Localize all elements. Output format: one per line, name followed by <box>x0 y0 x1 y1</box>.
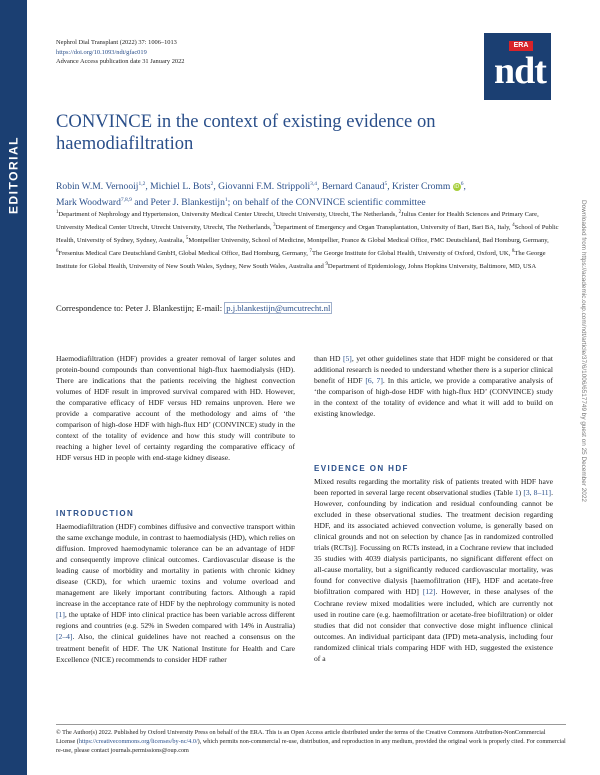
affiliation: Department of Emergency and Organ Transplantation, University of Bari, Bari BA, Italy, <box>275 224 511 232</box>
table-link[interactable]: 1 <box>514 488 519 498</box>
body-text: ) <box>518 488 522 498</box>
author-conjunction: and <box>134 196 149 208</box>
orcid-icon[interactable]: iD <box>454 184 460 191</box>
evidence-body <box>314 476 553 664</box>
body-text: . In this article, we provide a comparative analysis of ‘the comparison of high-dose HDF with high-flux HD’ (CONVINCE) study in the context of the totality of evidence and what it will add to build on existing knowledge. <box>314 376 554 419</box>
author-name: Giovanni F.M. Strippoli <box>218 181 311 193</box>
body-text: . Also, the clinical guidelines have not reached a consensus on the treatment benefit of HDF. The UK National Institute for Health and Care Excellence (NICE) recommends to consider HDF rather <box>56 632 295 664</box>
author-affil-sup: 7,8,9 <box>120 196 132 203</box>
reference-link[interactable]: [5] <box>342 354 352 363</box>
article-title: CONVINCE in the context of existing evidence on haemodiafiltration <box>56 111 436 154</box>
reference-link[interactable]: [1] <box>56 610 65 620</box>
author-affil-sup: 1 <box>224 196 228 203</box>
advance-access-date: Advance Access publication date 31 January 2022 <box>56 58 185 66</box>
author-name: Mark Woodward <box>56 196 121 208</box>
footer-text: ), which permits non-commercial re-use, distribution, and reproduction in any medium, provided the original work is properly cited. For commercial re-use, please contact journals.permissions@oup.com <box>56 738 566 754</box>
abstract <box>56 353 295 463</box>
correspondence-label: Correspondence to: Peter J. Blankestijn; E-mail: <box>56 303 223 313</box>
reference-link[interactable]: [6, 7] <box>365 376 383 386</box>
body-text: Haemodiafiltration (HDF) combines diffusive and convective transport within the same exchange module, in contrast to haemodialysis (HD), which relies on diffusion. Improved haemodynamic tolerance can be an advantage of HDF and consequently improve clinical outcomes. Cardiovascular disease is the leading cause of morbidity and mortality in patients with chronic kidney disease (CKD), for which uraemic toxins and volume overload and management are likely important contributing factors. Although a rapid increase in the acceptance rate of HDF by the nephrology community is noted <box>56 522 295 609</box>
download-watermark: Downloaded from https://academic.oup.com/ndt/article/37/6/1006/6517749 by guest on 25 December 2022 <box>580 200 587 502</box>
affiliations: $^1$Department of Nephrology and Hypertension, University Medical Center Utrecht, Utrecht University, Utrecht, The Netherlands, $^2$Julius Center for Health Sciences and Primary Care, University Medical Center Utrecht, Utrecht University, Utrecht, The Netherlands, $^3$Department of Emergency and Organ Transplantation, University of Bari, Bari BA, Italy, $^4$School of Public Health, University of Sydney, Sydney, Australia, $^5$Montpellier University, School of Medicine, Montpellier, France & Global Medical Office, FMC Deutschland, Bad Homburg, Germany, $^6$Fresenius Medical Care Deutschland GmbH, Global Medical Office, Bad Homburg, Germany, $^7$The George Institute for Global Health, University of Oxford, Oxford, UK, $^8$The George Institute for Global Health, University of New South Wales, Sydney, New South Wales, Australia and $^9$Department of Epidemiology, Johns Hopkins University, Baltimore, MD, USA <box>56 210 559 271</box>
journal-citation: Nephrol Dial Transplant (2022) 37: 1006–1013 <box>56 39 177 46</box>
author-list: Robin W.M. Vernooij$^{1,2}$, Michiel L. Bots$^2$, Giovanni F.M. Strippoli$^{3,4}$, Bernard Canaud$^5$, Krister Cromm $iD^6$, Mark Woodward$^{7,8,9}$ and Peter J. Blankestijn$^1$; on behalf of the CONVINCE scientific committee <box>56 181 466 208</box>
introduction-continued <box>314 353 553 419</box>
author-name: Krister Cromm <box>391 181 451 193</box>
correspondence <box>56 303 332 313</box>
ndt-logo-text: ndt <box>494 50 546 92</box>
section-side-tab <box>0 0 27 775</box>
author-name: Michiel L. Bots <box>150 181 211 193</box>
doi-link[interactable]: https://doi.org/10.1093/ndt/gfac019 <box>56 48 147 56</box>
author-affil-sup: 1,2 <box>138 181 146 187</box>
affiliation: Julius Center for Health Sciences and Primary Care, University Medical Center Utrecht, Utrecht University, Utrecht, The Netherlands, <box>56 211 539 232</box>
author-name: Peter J. Blankestijn <box>150 196 225 208</box>
author-group: ; on behalf of the CONVINCE scientific committee <box>227 196 426 208</box>
body-text: , yet other guidelines state that HDF might be considered or that additional research is needed to understand whether there is a superior clinical benefit of HDF <box>314 354 553 386</box>
copyright-footer <box>56 724 566 755</box>
affiliation: Fresenius Medical Care Deutschland GmbH, Global Medical Office, Bad Homburg, Germany, <box>58 250 308 258</box>
affiliation: Department of Epidemiology, Johns Hopkins University, Baltimore, MD, USA <box>327 263 537 271</box>
affiliation: Montpellier University, School of Medicine, Montpellier, France & Global Medical Office, FMC Deutschland, Bad Homburg, Germany, <box>188 237 549 245</box>
introduction-heading: INTRODUCTION <box>56 509 135 518</box>
body-text: . However, confounding by indication and residual confounding cannot be excluded in these observational studies. The treatment decision regarding HDF, and its associated achieved convection volume, is generally based on clinical grounds and not on selection by chance [as in randomized controlled trials (RCTs)]. Focussing on RCTs instead, in a Cochrane review that included 35 studies with 4039 dialysis participants, no significant different effect on all-cause mortality, but a significantly reduced cardiovascular mortality, was found for convective dialysis [haemofiltration (HF), HDF and acetate-free biofiltration compared with HD] <box>314 488 553 597</box>
body-text: . However, in these analyses of the Cochrane review mixed modalities were included, which are currently not used in routine care (e.g. haemofiltration or acetate-free biofiltration) or older studies that did not consider that convective dose might influence clinical outcomes. An individual participant data (IPD) meta-analysis, including four randomized clinical trials comparing HDF with HD, suggested the existence of a <box>314 587 554 663</box>
affiliation: School of Public Health, University of Sydney, Sydney, Australia, <box>56 224 559 245</box>
journal-meta <box>56 38 184 67</box>
email-link[interactable]: p.j.blankestijn@umcutrecht.nl <box>226 303 331 313</box>
affiliation: Department of Nephrology and Hypertension, University Medical Center Utrecht, Utrecht University, Utrecht, The Netherlands, <box>58 211 397 219</box>
era-logo-badge: ERA <box>509 41 533 51</box>
author-affil-sup: 2 <box>210 181 214 187</box>
journal-logo <box>484 33 551 100</box>
author-affil-sup: 5 <box>384 181 388 187</box>
introduction-body <box>56 521 295 665</box>
footer-text: © The Author(s) 2022. Published by Oxford University Press on behalf of the ERA. This is an Open Access article distributed under the terms of the Creative Commons Attribution-NonCommercial License ( <box>56 729 546 745</box>
author-name: Bernard Canaud <box>321 181 385 193</box>
body-text: Mixed results regarding the mortality risk of patients treated with HDF have been reported in several large recent observational studies (Table <box>314 477 553 498</box>
affiliation: The George Institute for Global Health, University of New South Wales, Sydney, New South Wales, Australia and <box>56 250 546 271</box>
reference-link[interactable]: [2–4] <box>56 632 73 642</box>
evidence-heading: EVIDENCE ON HDF <box>314 464 409 473</box>
author-affil-sup: 3,4 <box>310 181 318 187</box>
abstract-text: Haemodiafiltration (HDF) provides a greater removal of larger solutes and protein-bound compounds than conventional high-flux haemodialysis (HD). There are indications that the patients receiving the highest convection volumes of HDF result in improved survival compared with HD. However, the comparative efficacy of HDF versus HD remains unproven. Here we provide a comparative account of the methodology and aims of ‘the comparison of high-dose HDF with high-flux HD’ (CONVINCE) study in the context of the totality of evidence and how this study will contribute to reaching a higher level of certainty regarding the comparative efficacy of HDF versus HD in people with end-stage kidney disease. <box>56 354 295 463</box>
body-text: , the uptake of HDF into clinical practice has been variable across different regions and countries (e.g. 52% in Sweden compared with 14% in Australia) <box>56 610 295 631</box>
affiliation: The George Institute for Global Health, University of Oxford, Oxford, UK, <box>311 250 511 258</box>
author-name: Robin W.M. Vernooij <box>56 181 139 193</box>
section-label: EDITORIAL <box>6 136 21 214</box>
reference-link[interactable]: [3, 8–11] <box>523 488 552 498</box>
body-text: than HD <box>314 354 341 363</box>
license-link[interactable]: https://creativecommons.org/licenses/by-nc/4.0/ <box>78 738 198 745</box>
reference-link[interactable]: [12] <box>422 587 436 597</box>
author-affil-sup: 6 <box>460 181 464 187</box>
